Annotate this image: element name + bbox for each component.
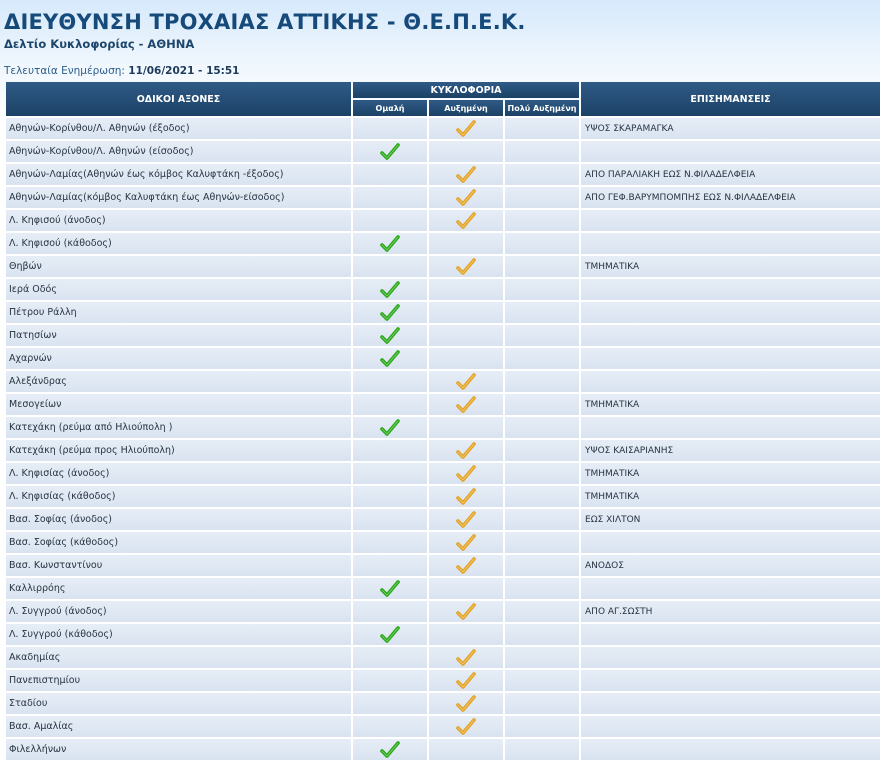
road-name: Καλλιρρόης bbox=[6, 578, 351, 599]
cell-increased bbox=[429, 371, 503, 392]
cell-normal bbox=[353, 532, 427, 553]
cell-increased bbox=[429, 624, 503, 645]
road-note: ΑΠΟ ΠΑΡΑΛΙΑΚΗ ΕΩΣ Ν.ΦΙΛΑΔΕΛΦΕΙΑ bbox=[581, 164, 880, 185]
road-name: Πατησίων bbox=[6, 325, 351, 346]
cell-very-increased bbox=[505, 486, 579, 507]
orange-check-icon bbox=[456, 189, 476, 207]
table-row bbox=[6, 164, 880, 185]
cell-increased bbox=[429, 647, 503, 668]
column-header-roads: ΟΔΙΚΟΙ ΑΞΟΝΕΣ bbox=[6, 82, 351, 116]
orange-check-icon bbox=[456, 396, 476, 414]
road-name: Μεσογείων bbox=[6, 394, 351, 415]
table-row bbox=[6, 739, 880, 760]
road-name: Αθηνών-Κορίνθου/Λ. Αθηνών (έξοδος) bbox=[6, 118, 351, 139]
table-row bbox=[6, 210, 880, 231]
cell-very-increased bbox=[505, 647, 579, 668]
table-row bbox=[6, 279, 880, 300]
cell-normal bbox=[353, 601, 427, 622]
green-check-icon bbox=[380, 580, 400, 598]
cell-increased bbox=[429, 440, 503, 461]
last-updated bbox=[4, 65, 240, 77]
green-check-icon bbox=[380, 281, 400, 299]
road-name: Πέτρου Ράλλη bbox=[6, 302, 351, 323]
cell-very-increased bbox=[505, 325, 579, 346]
table-body bbox=[6, 118, 880, 760]
table-row bbox=[6, 417, 880, 438]
cell-increased bbox=[429, 670, 503, 691]
last-updated-label: Τελευταία Ενημέρωση: bbox=[4, 65, 125, 77]
green-check-icon bbox=[380, 304, 400, 322]
road-name: Λ. Συγγρού (κάθοδος) bbox=[6, 624, 351, 645]
cell-very-increased bbox=[505, 210, 579, 231]
orange-check-icon bbox=[456, 465, 476, 483]
traffic-table bbox=[4, 80, 880, 762]
road-note: ΤΜΗΜΑΤΙΚΑ bbox=[581, 463, 880, 484]
road-name: Θηβών bbox=[6, 256, 351, 277]
cell-increased bbox=[429, 739, 503, 760]
cell-increased bbox=[429, 578, 503, 599]
cell-very-increased bbox=[505, 693, 579, 714]
cell-increased bbox=[429, 187, 503, 208]
cell-normal bbox=[353, 233, 427, 254]
subheader-normal: Ομαλή bbox=[353, 100, 427, 116]
cell-very-increased bbox=[505, 532, 579, 553]
road-note bbox=[581, 325, 880, 346]
cell-very-increased bbox=[505, 670, 579, 691]
cell-very-increased bbox=[505, 233, 579, 254]
table-row bbox=[6, 463, 880, 484]
road-note bbox=[581, 624, 880, 645]
cell-normal bbox=[353, 509, 427, 530]
cell-very-increased bbox=[505, 256, 579, 277]
cell-very-increased bbox=[505, 417, 579, 438]
page-title: ΔΙΕΥΘΥΝΣΗ ΤΡΟΧΑΙΑΣ ΑΤΤΙΚΗΣ - Θ.Ε.Π.Ε.Κ. bbox=[4, 10, 526, 34]
orange-check-icon bbox=[456, 212, 476, 230]
road-note bbox=[581, 348, 880, 369]
road-note bbox=[581, 670, 880, 691]
table-row bbox=[6, 187, 880, 208]
cell-normal bbox=[353, 141, 427, 162]
road-name: Λ. Κηφισού (άνοδος) bbox=[6, 210, 351, 231]
table-row bbox=[6, 394, 880, 415]
cell-normal bbox=[353, 670, 427, 691]
last-updated-value: 11/06/2021 - 15:51 bbox=[128, 65, 240, 77]
cell-very-increased bbox=[505, 509, 579, 530]
green-check-icon bbox=[380, 419, 400, 437]
road-name: Ακαδημίας bbox=[6, 647, 351, 668]
cell-very-increased bbox=[505, 141, 579, 162]
orange-check-icon bbox=[456, 603, 476, 621]
road-name: Βασ. Κωνσταντίνου bbox=[6, 555, 351, 576]
cell-normal bbox=[353, 187, 427, 208]
road-note: ΥΨΟΣ ΚΑΙΣΑΡΙΑΝΗΣ bbox=[581, 440, 880, 461]
cell-increased bbox=[429, 118, 503, 139]
table-row bbox=[6, 693, 880, 714]
green-check-icon bbox=[380, 235, 400, 253]
cell-increased bbox=[429, 348, 503, 369]
orange-check-icon bbox=[456, 373, 476, 391]
cell-normal bbox=[353, 164, 427, 185]
orange-check-icon bbox=[456, 166, 476, 184]
road-note: ΤΜΗΜΑΤΙΚΑ bbox=[581, 394, 880, 415]
table-row bbox=[6, 624, 880, 645]
road-note: ΤΜΗΜΑΤΙΚΑ bbox=[581, 256, 880, 277]
cell-increased bbox=[429, 141, 503, 162]
table-row bbox=[6, 716, 880, 737]
cell-very-increased bbox=[505, 624, 579, 645]
road-note: ΤΜΗΜΑΤΙΚΑ bbox=[581, 486, 880, 507]
cell-very-increased bbox=[505, 440, 579, 461]
green-check-icon bbox=[380, 143, 400, 161]
cell-normal bbox=[353, 486, 427, 507]
orange-check-icon bbox=[456, 557, 476, 575]
cell-increased bbox=[429, 325, 503, 346]
cell-normal bbox=[353, 394, 427, 415]
orange-check-icon bbox=[456, 718, 476, 736]
cell-normal bbox=[353, 624, 427, 645]
cell-normal bbox=[353, 693, 427, 714]
road-name: Αθηνών-Λαμίας(Αθηνών έως κόμβος Καλυφτάκη -έξοδος) bbox=[6, 164, 351, 185]
column-header-traffic: ΚΥΚΛΟΦΟΡΙΑ bbox=[353, 82, 579, 98]
cell-normal bbox=[353, 578, 427, 599]
table-row bbox=[6, 325, 880, 346]
cell-normal bbox=[353, 647, 427, 668]
road-note: ΑΠΟ ΑΓ.ΣΩΣΤΗ bbox=[581, 601, 880, 622]
cell-very-increased bbox=[505, 739, 579, 760]
road-note: ΑΝΟΔΟΣ bbox=[581, 555, 880, 576]
cell-increased bbox=[429, 693, 503, 714]
road-name: Σταδίου bbox=[6, 693, 351, 714]
road-name: Αλεξάνδρας bbox=[6, 371, 351, 392]
cell-very-increased bbox=[505, 279, 579, 300]
table-row bbox=[6, 509, 880, 530]
subheader-very-increased: Πολύ Αυξημένη bbox=[505, 100, 579, 116]
table-row bbox=[6, 440, 880, 461]
cell-normal bbox=[353, 716, 427, 737]
cell-increased bbox=[429, 417, 503, 438]
road-note bbox=[581, 233, 880, 254]
cell-increased bbox=[429, 210, 503, 231]
cell-very-increased bbox=[505, 716, 579, 737]
table-row bbox=[6, 486, 880, 507]
road-note bbox=[581, 141, 880, 162]
cell-normal bbox=[353, 348, 427, 369]
table-row bbox=[6, 233, 880, 254]
cell-normal bbox=[353, 325, 427, 346]
green-check-icon bbox=[380, 327, 400, 345]
road-name: Βασ. Αμαλίας bbox=[6, 716, 351, 737]
road-name: Λ. Συγγρού (άνοδος) bbox=[6, 601, 351, 622]
cell-very-increased bbox=[505, 578, 579, 599]
road-note bbox=[581, 371, 880, 392]
table-row bbox=[6, 256, 880, 277]
road-name: Ιερά Οδός bbox=[6, 279, 351, 300]
cell-very-increased bbox=[505, 164, 579, 185]
cell-increased bbox=[429, 233, 503, 254]
cell-normal bbox=[353, 210, 427, 231]
road-note bbox=[581, 578, 880, 599]
cell-normal bbox=[353, 417, 427, 438]
orange-check-icon bbox=[456, 695, 476, 713]
orange-check-icon bbox=[456, 120, 476, 138]
road-name: Λ. Κηφισίας (κάθοδος) bbox=[6, 486, 351, 507]
cell-normal bbox=[353, 440, 427, 461]
table-row bbox=[6, 578, 880, 599]
orange-check-icon bbox=[456, 258, 476, 276]
page-subtitle: Δελτίο Κυκλοφορίας - ΑΘΗΝΑ bbox=[4, 37, 195, 51]
road-note bbox=[581, 302, 880, 323]
road-name: Κατεχάκη (ρεύμα προς Ηλιούπολη) bbox=[6, 440, 351, 461]
cell-normal bbox=[353, 463, 427, 484]
cell-very-increased bbox=[505, 371, 579, 392]
cell-increased bbox=[429, 532, 503, 553]
road-name: Κατεχάκη (ρεύμα από Ηλιούπολη ) bbox=[6, 417, 351, 438]
road-note: ΥΨΟΣ ΣΚΑΡΑΜΑΓΚΑ bbox=[581, 118, 880, 139]
cell-very-increased bbox=[505, 348, 579, 369]
cell-normal bbox=[353, 256, 427, 277]
cell-very-increased bbox=[505, 463, 579, 484]
road-name: Λ. Κηφισού (κάθοδος) bbox=[6, 233, 351, 254]
road-note: ΑΠΟ ΓΕΦ.ΒΑΡΥΜΠΟΜΠΗΣ ΕΩΣ Ν.ΦΙΛΑΔΕΛΦΕΙΑ bbox=[581, 187, 880, 208]
cell-very-increased bbox=[505, 555, 579, 576]
cell-normal bbox=[353, 555, 427, 576]
road-note bbox=[581, 417, 880, 438]
cell-increased bbox=[429, 509, 503, 530]
road-note: ΕΩΣ ΧΙΛΤΟΝ bbox=[581, 509, 880, 530]
cell-increased bbox=[429, 394, 503, 415]
cell-normal bbox=[353, 302, 427, 323]
cell-increased bbox=[429, 463, 503, 484]
orange-check-icon bbox=[456, 672, 476, 690]
road-note bbox=[581, 716, 880, 737]
table-row bbox=[6, 555, 880, 576]
table-row bbox=[6, 118, 880, 139]
road-note bbox=[581, 647, 880, 668]
road-name: Λ. Κηφισίας (άνοδος) bbox=[6, 463, 351, 484]
orange-check-icon bbox=[456, 488, 476, 506]
cell-increased bbox=[429, 256, 503, 277]
cell-increased bbox=[429, 555, 503, 576]
orange-check-icon bbox=[456, 534, 476, 552]
subheader-increased: Αυξημένη bbox=[429, 100, 503, 116]
road-name: Βασ. Σοφίας (κάθοδος) bbox=[6, 532, 351, 553]
orange-check-icon bbox=[456, 511, 476, 529]
road-name: Βασ. Σοφίας (άνοδος) bbox=[6, 509, 351, 530]
cell-very-increased bbox=[505, 118, 579, 139]
table-row bbox=[6, 371, 880, 392]
green-check-icon bbox=[380, 741, 400, 759]
cell-normal bbox=[353, 739, 427, 760]
table-row bbox=[6, 601, 880, 622]
green-check-icon bbox=[380, 626, 400, 644]
road-name: Αχαρνών bbox=[6, 348, 351, 369]
road-note bbox=[581, 739, 880, 760]
green-check-icon bbox=[380, 350, 400, 368]
table-row bbox=[6, 647, 880, 668]
cell-increased bbox=[429, 279, 503, 300]
road-name: Φιλελλήνων bbox=[6, 739, 351, 760]
table-row bbox=[6, 532, 880, 553]
cell-increased bbox=[429, 302, 503, 323]
cell-normal bbox=[353, 371, 427, 392]
cell-increased bbox=[429, 486, 503, 507]
road-note bbox=[581, 279, 880, 300]
road-note bbox=[581, 693, 880, 714]
road-note bbox=[581, 210, 880, 231]
orange-check-icon bbox=[456, 442, 476, 460]
road-name: Αθηνών-Λαμίας(κόμβος Καλυφτάκη έως Αθηνών-είσοδος) bbox=[6, 187, 351, 208]
cell-increased bbox=[429, 164, 503, 185]
table-row bbox=[6, 141, 880, 162]
road-name: Πανεπιστημίου bbox=[6, 670, 351, 691]
cell-normal bbox=[353, 118, 427, 139]
cell-increased bbox=[429, 601, 503, 622]
cell-very-increased bbox=[505, 187, 579, 208]
cell-very-increased bbox=[505, 394, 579, 415]
column-header-notes: ΕΠΙΣΗΜΑΝΣΕΙΣ bbox=[581, 82, 880, 116]
road-name: Αθηνών-Κορίνθου/Λ. Αθηνών (είσοδος) bbox=[6, 141, 351, 162]
table-row bbox=[6, 670, 880, 691]
cell-very-increased bbox=[505, 302, 579, 323]
table-row bbox=[6, 302, 880, 323]
cell-very-increased bbox=[505, 601, 579, 622]
orange-check-icon bbox=[456, 649, 476, 667]
cell-increased bbox=[429, 716, 503, 737]
cell-normal bbox=[353, 279, 427, 300]
road-note bbox=[581, 532, 880, 553]
table-row bbox=[6, 348, 880, 369]
